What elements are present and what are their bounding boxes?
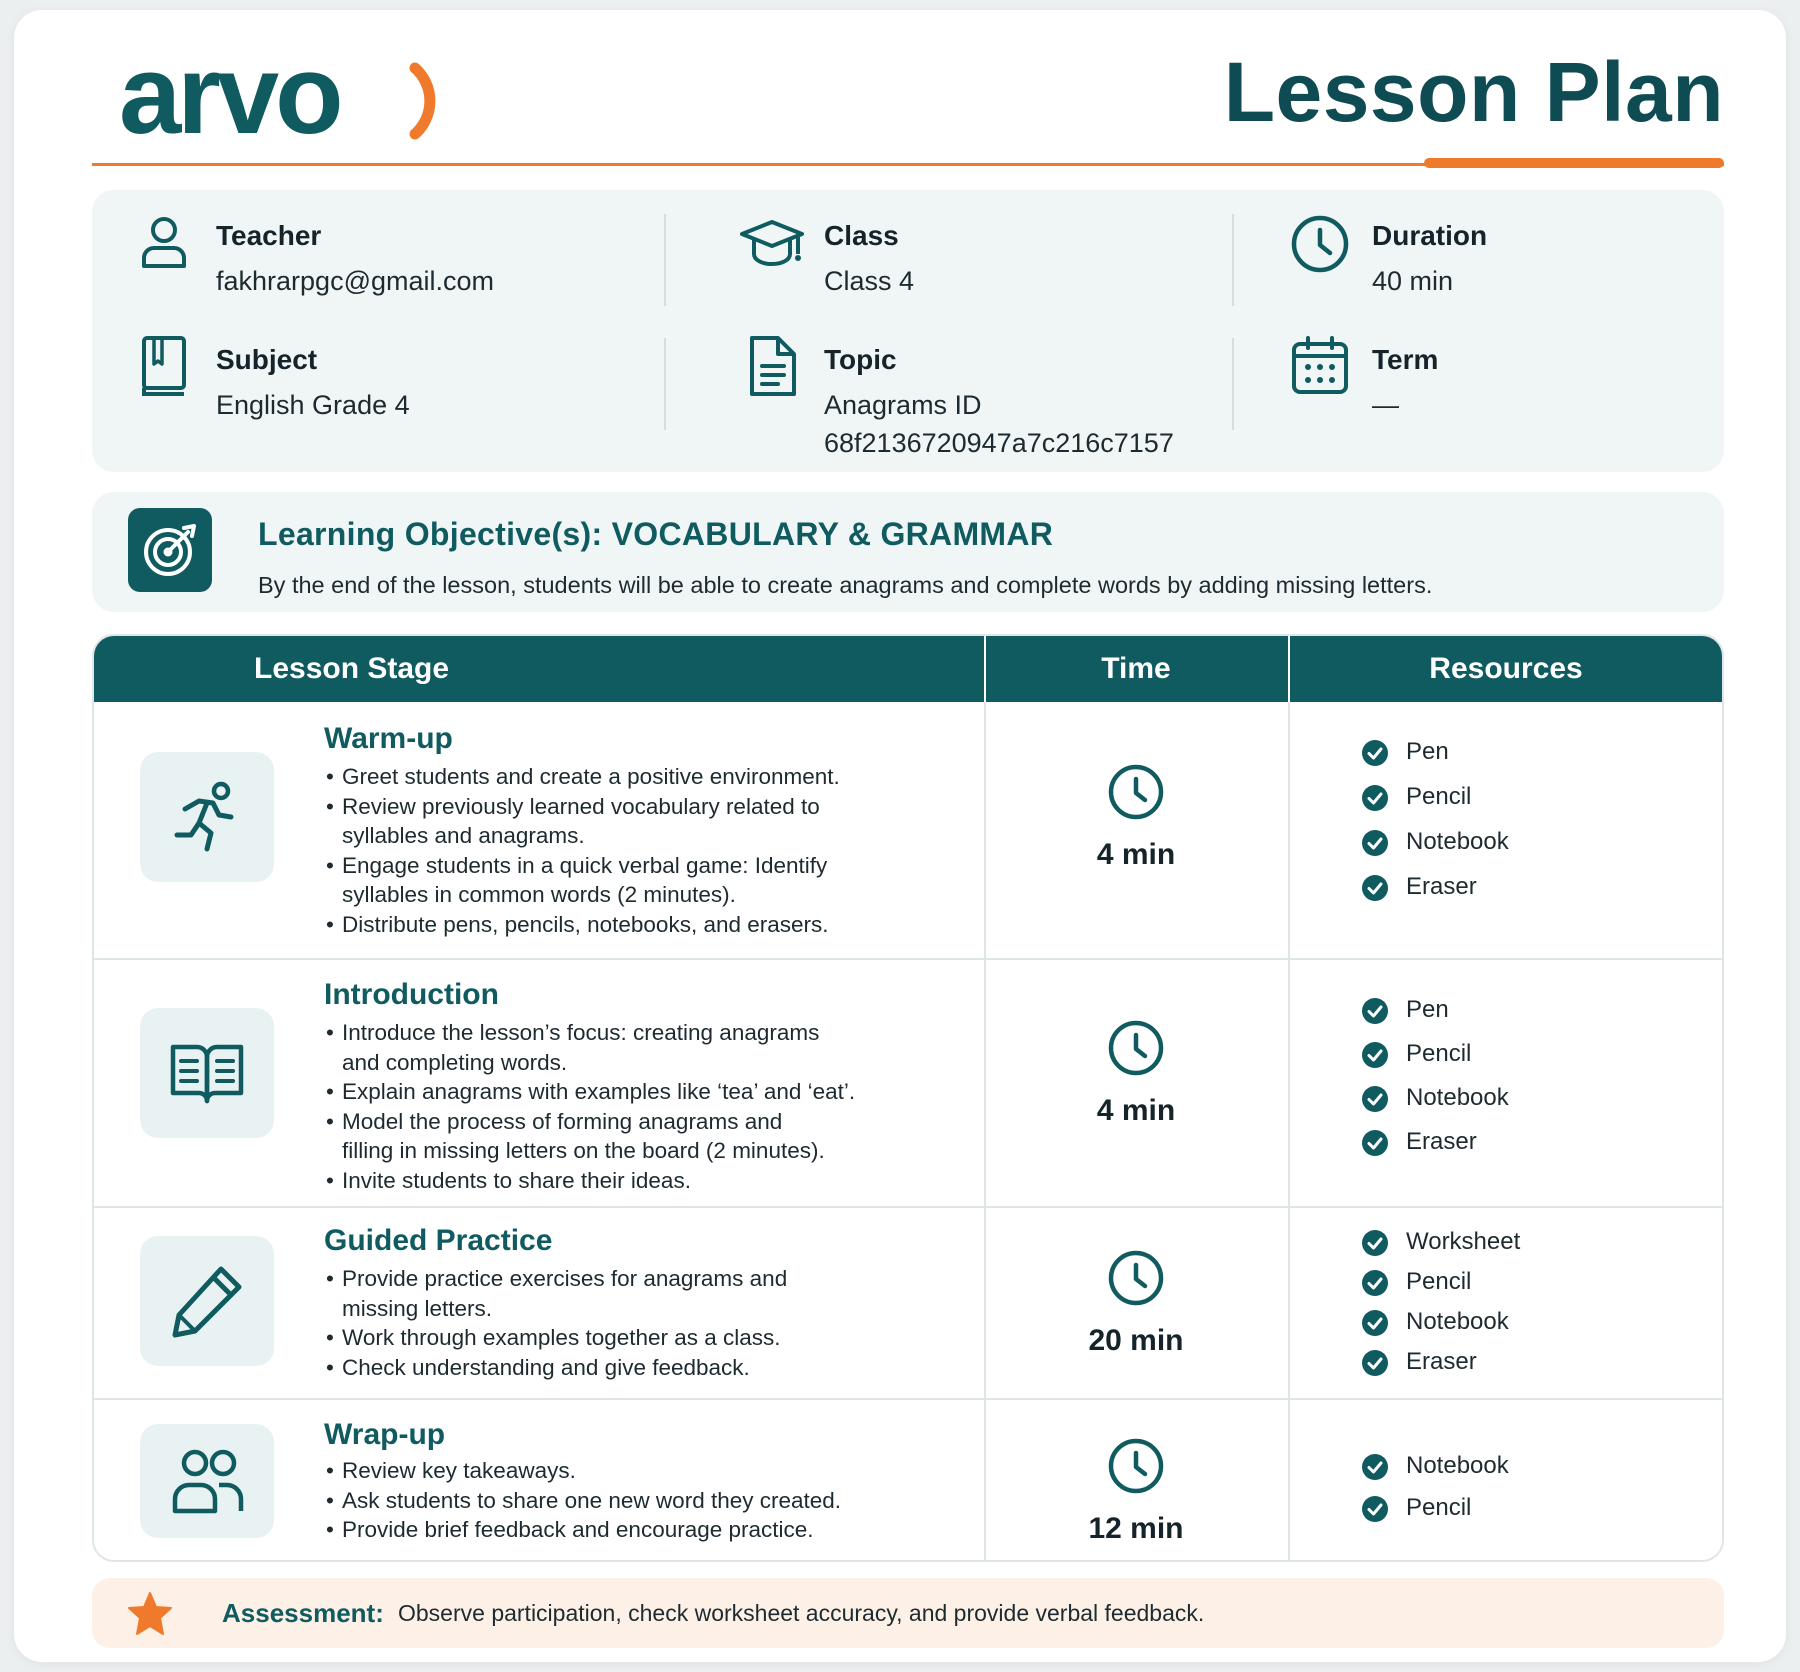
- stage-icon-box: [140, 1424, 274, 1538]
- resources-list: [1362, 996, 1509, 1172]
- check-circle-icon: [1362, 998, 1388, 1024]
- resources-list: [1362, 1228, 1520, 1388]
- resource-item: [1362, 996, 1509, 1040]
- check-circle-icon: [1362, 740, 1388, 766]
- resources-list: [1362, 738, 1509, 918]
- target-icon: [128, 508, 212, 592]
- resource-item: [1362, 738, 1509, 783]
- assessment-panel: [92, 1578, 1724, 1648]
- stage-bullet: • Engage students in a quick verbal game: Identify: [324, 851, 840, 881]
- term-value: —: [1372, 390, 1399, 420]
- resource-item: [1362, 1128, 1509, 1172]
- check-circle-icon: [1362, 1454, 1388, 1480]
- header-lesson-stage: Lesson Stage: [254, 652, 450, 685]
- info-divider: [664, 214, 666, 306]
- header-time: Time: [1101, 652, 1171, 685]
- stage-bullet: • Invite students to share their ideas.: [324, 1166, 855, 1196]
- page-title: Lesson Plan: [1223, 45, 1724, 139]
- stage-icon-box: [140, 1236, 274, 1366]
- book-icon: [132, 334, 196, 398]
- table-row: [94, 1400, 1722, 1562]
- resource-item: [1362, 1084, 1509, 1128]
- time-value: 4 min: [1096, 838, 1176, 871]
- resource-label: Eraser: [1406, 1128, 1477, 1155]
- stage-bullet: • Work through examples together as a class.: [324, 1323, 787, 1353]
- group-users-icon: [167, 1441, 247, 1521]
- resource-item: [1362, 1040, 1509, 1084]
- check-circle-icon: [1362, 1130, 1388, 1156]
- check-circle-icon: [1362, 830, 1388, 856]
- check-circle-icon: [1362, 1310, 1388, 1336]
- document-icon: [740, 334, 804, 398]
- lesson-plan-page: [14, 10, 1786, 1662]
- clock-icon: [1106, 1018, 1166, 1078]
- stage-bullet-continuation: filling in missing letters on the board (2 minutes).: [342, 1138, 825, 1163]
- lesson-stages-table: [92, 634, 1724, 1562]
- resource-label: Pencil: [1406, 1268, 1472, 1295]
- table-row: [94, 960, 1722, 1206]
- open-book-icon: [167, 1033, 247, 1113]
- stage-bullet: • Provide brief feedback and encourage practice.: [324, 1515, 841, 1545]
- duration-label: Duration: [1372, 220, 1488, 251]
- check-circle-icon: [1362, 1350, 1388, 1376]
- objective-title: Learning Objective(s): VOCABULARY & GRAMMAR: [258, 516, 1054, 552]
- resource-label: Eraser: [1406, 873, 1477, 900]
- time-cell: [984, 1018, 1288, 1128]
- check-circle-icon: [1362, 1086, 1388, 1112]
- resource-label: Pencil: [1406, 1494, 1472, 1521]
- running-person-icon: [167, 777, 247, 857]
- table-header: [94, 636, 1722, 702]
- svg-text:arvo: arvo: [119, 38, 340, 157]
- info-divider: [1232, 214, 1234, 306]
- stage-bullets: [324, 1456, 841, 1545]
- pencil-icon: [167, 1261, 247, 1341]
- assessment-label: Assessment:: [222, 1598, 384, 1628]
- subject-label: Subject: [216, 344, 318, 375]
- header-divider-accent: [1424, 158, 1724, 168]
- check-circle-icon: [1362, 1496, 1388, 1522]
- resource-item: [1362, 1308, 1520, 1348]
- resource-item: [1362, 1228, 1520, 1268]
- time-cell: [984, 1436, 1288, 1546]
- resource-label: Pencil: [1406, 1040, 1472, 1067]
- user-icon: [132, 210, 196, 274]
- resource-item: [1362, 783, 1509, 828]
- check-circle-icon: [1362, 1270, 1388, 1296]
- check-circle-icon: [1362, 1230, 1388, 1256]
- stage-title: Guided Practice: [324, 1224, 553, 1257]
- stage-bullet-continuation: syllables and anagrams.: [342, 823, 585, 848]
- resource-item: [1362, 1348, 1520, 1388]
- resource-label: Notebook: [1406, 1084, 1509, 1111]
- stage-bullet: • Ask students to share one new word they created.: [324, 1486, 841, 1516]
- time-value: 12 min: [1088, 1512, 1184, 1545]
- resource-label: Notebook: [1406, 1452, 1509, 1479]
- stage-bullet: • Greet students and create a positive environment.: [324, 762, 840, 792]
- star-icon: [126, 1590, 174, 1638]
- resource-item: [1362, 873, 1509, 918]
- resource-label: Notebook: [1406, 1308, 1509, 1335]
- table-row: [94, 702, 1722, 958]
- resource-label: Pen: [1406, 738, 1449, 765]
- class-value: Class 4: [824, 266, 915, 296]
- stage-bullet: • Distribute pens, pencils, notebooks, and erasers.: [324, 910, 840, 940]
- clock-icon: [1288, 210, 1352, 274]
- teacher-label: Teacher: [216, 220, 322, 251]
- resource-item: [1362, 1268, 1520, 1308]
- arvo-logo: [119, 38, 439, 158]
- stage-icon-box: [140, 1008, 274, 1138]
- stage-bullet: • Check understanding and give feedback.: [324, 1353, 787, 1383]
- header-resources: Resources: [1429, 652, 1583, 685]
- stage-bullets: [324, 1018, 855, 1195]
- check-circle-icon: [1362, 1042, 1388, 1068]
- stage-bullet-continuation: syllables in common words (2 minutes).: [342, 882, 736, 907]
- resource-label: Pencil: [1406, 783, 1472, 810]
- check-circle-icon: [1362, 785, 1388, 811]
- assessment-text: Observe participation, check worksheet accuracy, and provide verbal feedback.: [398, 1600, 1205, 1626]
- graduation-cap-icon: [740, 210, 804, 274]
- stage-icon-box: [140, 752, 274, 882]
- stage-title: Warm-up: [324, 722, 453, 755]
- clock-icon: [1106, 762, 1166, 822]
- stage-bullet: • Provide practice exercises for anagrams and: [324, 1264, 787, 1294]
- stage-bullets: [324, 762, 840, 939]
- time-cell: [984, 1248, 1288, 1358]
- term-label: Term: [1372, 344, 1439, 375]
- clock-icon: [1106, 1436, 1166, 1496]
- table-row: [94, 1208, 1722, 1398]
- objective-text: By the end of the lesson, students will be able to create anagrams and complete words by adding missing letters.: [258, 572, 1433, 598]
- topic-value-line-1: Anagrams ID: [824, 390, 982, 420]
- stage-title: Introduction: [324, 978, 499, 1011]
- resource-item: [1362, 828, 1509, 873]
- topic-value-line-2: 68f2136720947a7c216c7157: [824, 428, 1174, 458]
- resource-label: Pen: [1406, 996, 1449, 1023]
- info-divider: [1232, 338, 1234, 430]
- resource-label: Notebook: [1406, 828, 1509, 855]
- subject-value: English Grade 4: [216, 390, 410, 420]
- clock-icon: [1106, 1248, 1166, 1308]
- stage-bullet: • Review key takeaways.: [324, 1456, 841, 1486]
- stage-bullet: • Introduce the lesson’s focus: creating anagrams: [324, 1018, 855, 1048]
- resource-item: [1362, 1452, 1509, 1494]
- stage-bullet: • Review previously learned vocabulary related to: [324, 792, 840, 822]
- class-label: Class: [824, 220, 899, 251]
- resources-list: [1362, 1452, 1509, 1536]
- lesson-info-panel: [92, 190, 1724, 472]
- stage-bullet: • Explain anagrams with examples like ‘tea’ and ‘eat’.: [324, 1077, 855, 1107]
- stage-bullets: [324, 1264, 787, 1382]
- info-divider: [664, 338, 666, 430]
- teacher-value: fakhrarpgc@gmail.com: [216, 266, 495, 296]
- stage-bullet: • Model the process of forming anagrams and: [324, 1107, 855, 1137]
- time-value: 4 min: [1096, 1094, 1176, 1127]
- time-cell: [984, 762, 1288, 872]
- stage-bullet-continuation: and completing words.: [342, 1049, 568, 1075]
- resource-item: [1362, 1494, 1509, 1536]
- duration-value: 40 min: [1372, 266, 1454, 296]
- target-icon-badge: [128, 508, 212, 592]
- check-circle-icon: [1362, 875, 1388, 901]
- stage-bullet-continuation: missing letters.: [342, 1295, 493, 1321]
- topic-value: [824, 386, 1174, 462]
- resource-label: Worksheet: [1406, 1228, 1521, 1255]
- learning-objective-panel: [92, 492, 1724, 612]
- stage-title: Wrap-up: [324, 1418, 446, 1451]
- resource-label: Eraser: [1406, 1348, 1477, 1375]
- calendar-icon: [1288, 334, 1352, 398]
- topic-label: Topic: [824, 344, 897, 375]
- time-value: 20 min: [1088, 1324, 1184, 1357]
